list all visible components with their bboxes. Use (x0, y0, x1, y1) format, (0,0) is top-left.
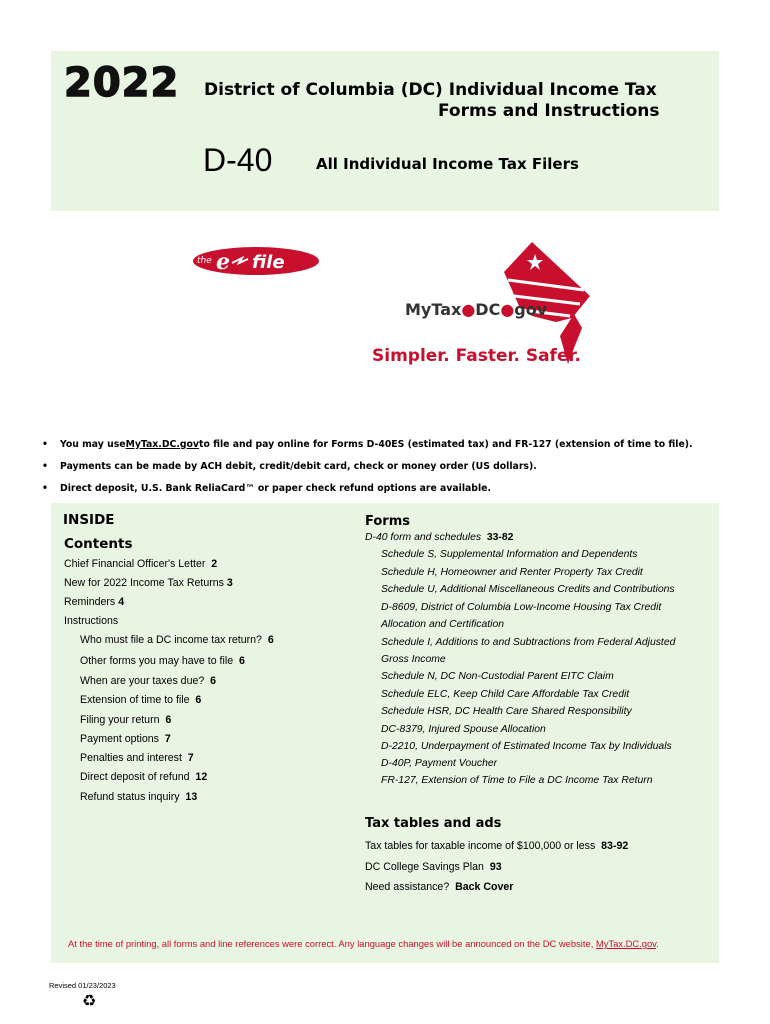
tax-tables-item: Need assistance? Back Cover (365, 881, 514, 893)
forms-item: Schedule S, Supplemental Information and Dependents (381, 549, 638, 560)
toc-item: Direct deposit of refund 12 (80, 771, 208, 783)
forms-item: Schedule ELC, Keep Child Care Affordable Tax Credit (381, 689, 630, 700)
mytax-link[interactable]: MyTax.DC.gov (125, 438, 199, 450)
tax-tables-item: Tax tables for taxable income of $100,000 or less 83-92 (365, 840, 629, 852)
form-code: D-40 (203, 142, 273, 178)
title-line-1: District of Columbia (DC) Individual Income Tax (204, 80, 657, 100)
forms-item: D-40P, Payment Voucher (381, 758, 498, 769)
bullet-item: • You may use MyTax.DC.gov to file and pay online for Forms D-40ES (estimated tax) and FR-127 (extension of time to file). (42, 438, 693, 450)
efile-the: the (197, 256, 212, 266)
revised-date: Revised 01/23/2023 (49, 981, 116, 990)
forms-item: Schedule N, DC Non-Custodial Parent EITC Claim (381, 671, 614, 682)
tax-tables-heading: Tax tables and ads (365, 816, 502, 831)
forms-item: Schedule HSR, DC Health Care Shared Responsibility (381, 706, 632, 717)
tax-year: 2022 (64, 60, 180, 106)
toc-item: Other forms you may have to file 6 (80, 655, 245, 667)
efile-logo (192, 246, 320, 276)
recycle-icon: ♻ (82, 993, 97, 1010)
mytax-footer-link[interactable]: MyTax.DC.gov (595, 938, 657, 949)
forms-heading: Forms (365, 514, 410, 529)
forms-item: Allocation and Certification (381, 619, 505, 630)
slogan: Simpler. Faster. Safer. (372, 346, 581, 366)
bullet-item: • Payments can be made by ACH debit, credit/debit card, check or money order (US dollars). (42, 460, 537, 472)
forms-item: Gross Income (381, 654, 446, 665)
forms-item: D-8609, District of Columbia Low-Income Housing Tax Credit (381, 602, 662, 613)
inside-heading: INSIDE (63, 512, 115, 528)
mytax-wordmark: MyTax●DC●gov (405, 300, 548, 319)
printing-notice: At the time of printing, all forms and line references were correct. Any language changes will be announced on the DC website, MyTax.DC.gov. (68, 938, 659, 949)
filers-subtitle: All Individual Income Tax Filers (316, 155, 579, 173)
toc-item: Extension of time to file 6 (80, 694, 202, 706)
toc-item: Who must file a DC income tax return? 6 (80, 634, 274, 646)
toc-item: Penalties and interest 7 (80, 752, 194, 764)
bullet-item: • Direct deposit, U.S. Bank ReliaCard™ or paper check refund options are available. (42, 482, 491, 494)
forms-item: D-2210, Underpayment of Estimated Income Tax by Individuals (381, 741, 672, 752)
efile-e: e (216, 249, 230, 275)
toc-item: Instructions (64, 615, 119, 627)
toc-item: New for 2022 Income Tax Returns 3 (64, 577, 233, 589)
forms-item: Schedule U, Additional Miscellaneous Credits and Contributions (381, 584, 675, 595)
forms-item: Schedule H, Homeowner and Renter Property Tax Credit (381, 567, 643, 578)
toc-item: Refund status inquiry 13 (80, 791, 198, 803)
title-line-2: Forms and Instructions (438, 101, 660, 121)
tax-tables-item: DC College Savings Plan 93 (365, 861, 502, 873)
forms-item: D-40 form and schedules 33-82 (365, 532, 514, 543)
forms-item: Schedule I, Additions to and Subtractions from Federal Adjusted (381, 637, 676, 648)
contents-heading: Contents (64, 536, 133, 552)
notice-bullets (42, 433, 742, 499)
toc-item: Payment options 7 (80, 733, 171, 745)
toc-item: Chief Financial Officer's Letter 2 (64, 558, 218, 570)
forms-item: DC-8379, Injured Spouse Allocation (381, 724, 546, 735)
toc-item: Reminders 4 (64, 596, 125, 608)
toc-item: Filing your return 6 (80, 714, 172, 726)
toc-item: When are your taxes due? 6 (80, 675, 217, 687)
forms-item: FR-127, Extension of Time to File a DC Income Tax Return (381, 775, 653, 786)
efile-word: file (252, 252, 285, 273)
